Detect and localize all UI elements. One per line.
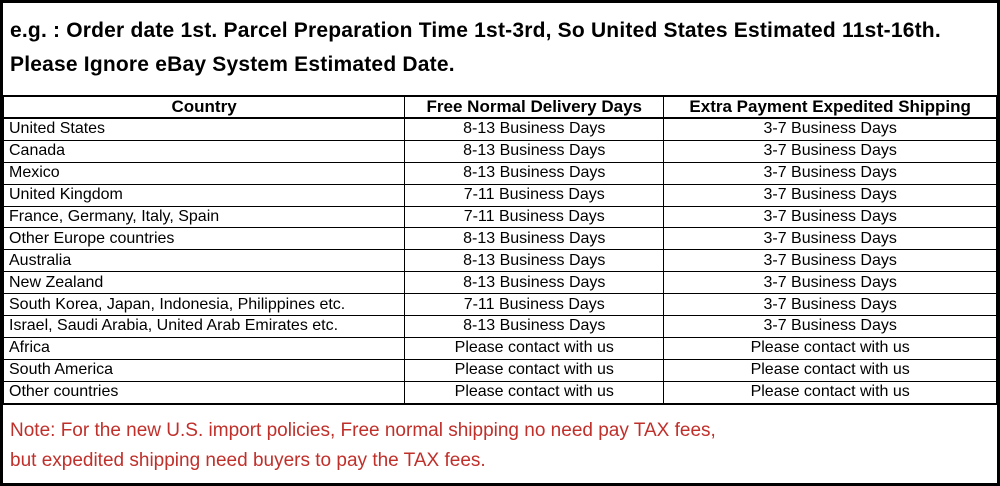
- normal-days-cell: 8-13 Business Days: [405, 250, 664, 272]
- table-row: [4, 118, 997, 140]
- normal-days-cell: 8-13 Business Days: [405, 162, 664, 184]
- table-row: [4, 184, 997, 206]
- table-row: [4, 272, 997, 294]
- column-header-expedited-shipping: Extra Payment Expedited Shipping: [664, 96, 997, 118]
- note-line-1: Note: For the new U.S. import policies, Free normal shipping no need pay TAX fees,: [10, 419, 716, 441]
- table-row: [4, 206, 997, 228]
- expedited-days-cell: 3-7 Business Days: [664, 184, 997, 206]
- country-cell: United States: [4, 118, 405, 140]
- expedited-days-cell: 3-7 Business Days: [664, 228, 997, 250]
- expedited-days-cell: 3-7 Business Days: [664, 250, 997, 272]
- expedited-days-cell: 3-7 Business Days: [664, 162, 997, 184]
- expedited-days-cell: Please contact with us: [664, 359, 997, 381]
- table-row: [4, 381, 997, 403]
- tax-note-text: [3, 405, 997, 483]
- delivery-example-text: [3, 3, 997, 95]
- note-line-2: but expedited shipping need buyers to pay the TAX fees.: [10, 449, 486, 471]
- expedited-days-cell: Please contact with us: [664, 381, 997, 403]
- country-cell: South Korea, Japan, Indonesia, Philippines etc.: [4, 294, 405, 316]
- expedited-days-cell: 3-7 Business Days: [664, 118, 997, 140]
- country-cell: New Zealand: [4, 272, 405, 294]
- normal-days-cell: 8-13 Business Days: [405, 140, 664, 162]
- country-cell: United Kingdom: [4, 184, 405, 206]
- table-row: [4, 228, 997, 250]
- country-cell: Africa: [4, 337, 405, 359]
- expedited-days-cell: 3-7 Business Days: [664, 272, 997, 294]
- country-cell: Other Europe countries: [4, 228, 405, 250]
- shipping-times-table: [3, 95, 997, 405]
- normal-days-cell: 7-11 Business Days: [405, 294, 664, 316]
- intro-line-1: e.g. : Order date 1st. Parcel Preparation Time 1st-3rd, So United States Estimated 11st-16th.: [10, 19, 941, 42]
- intro-line-2: Please Ignore eBay System Estimated Date.: [10, 53, 455, 76]
- normal-days-cell: Please contact with us: [405, 381, 664, 403]
- normal-days-cell: 7-11 Business Days: [405, 184, 664, 206]
- normal-days-cell: 8-13 Business Days: [405, 316, 664, 338]
- table-row: [4, 294, 997, 316]
- table-row: [4, 140, 997, 162]
- country-cell: Israel, Saudi Arabia, United Arab Emirates etc.: [4, 316, 405, 338]
- expedited-days-cell: 3-7 Business Days: [664, 294, 997, 316]
- country-cell: Australia: [4, 250, 405, 272]
- normal-days-cell: Please contact with us: [405, 359, 664, 381]
- table-row: [4, 250, 997, 272]
- table-row: [4, 337, 997, 359]
- table-row: [4, 162, 997, 184]
- expedited-days-cell: 3-7 Business Days: [664, 316, 997, 338]
- column-header-country: Country: [4, 96, 405, 118]
- table-row: [4, 316, 997, 338]
- country-cell: Other countries: [4, 381, 405, 403]
- column-header-normal-delivery: Free Normal Delivery Days: [405, 96, 664, 118]
- normal-days-cell: 7-11 Business Days: [405, 206, 664, 228]
- country-cell: Mexico: [4, 162, 405, 184]
- expedited-days-cell: 3-7 Business Days: [664, 206, 997, 228]
- normal-days-cell: 8-13 Business Days: [405, 272, 664, 294]
- table-header-row: [4, 96, 997, 118]
- country-cell: France, Germany, Italy, Spain: [4, 206, 405, 228]
- expedited-days-cell: 3-7 Business Days: [664, 140, 997, 162]
- table-row: [4, 359, 997, 381]
- country-cell: Canada: [4, 140, 405, 162]
- expedited-days-cell: Please contact with us: [664, 337, 997, 359]
- normal-days-cell: 8-13 Business Days: [405, 118, 664, 140]
- country-cell: South America: [4, 359, 405, 381]
- normal-days-cell: Please contact with us: [405, 337, 664, 359]
- normal-days-cell: 8-13 Business Days: [405, 228, 664, 250]
